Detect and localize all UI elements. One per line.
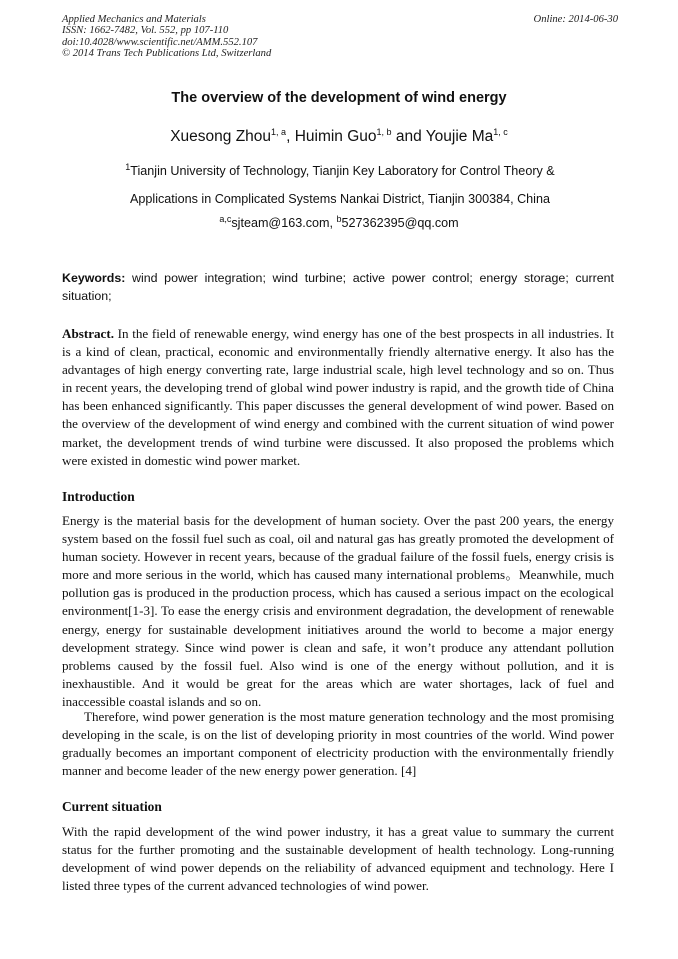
abstract-text: In the field of renewable energy, wind energy has one of the best prospects in all industries. It is a kind of clean, practical, economic and environmentally friendly alternative energy. It also has the advantages of high energy converting rate, large industrial scale, high level technology and so on. Thus in recent years, the developing trend of global wind power industry is rapid, and the growth tide of China has been enhanced significantly. This paper discusses the general development of wind power. Based on the overview of the development of wind energy and combined with the current situation of wind power market, the development trends of wind turbine were discussed. It also proposed the problems which were existed in domestic wind power market.	[62, 326, 614, 468]
author-line	[0, 128, 678, 146]
running-header	[62, 14, 618, 60]
keywords-text: wind power integration; wind turbine; active power control; energy storage; current situation;	[62, 271, 614, 303]
doi-line: doi:10.4028/www.scientific.net/AMM.552.107	[62, 36, 258, 48]
email-line	[0, 213, 678, 230]
author-separator: ,	[286, 128, 295, 145]
introduction-paragraph-1: Energy is the material basis for the development of human society. Over the past 200 years, the energy system based on the fossil fuel such as coal, oil and natural gas has greatly promoted the development of human society. However in recent years, because of the gradual failure of the fossil fuels, energy crisis is more and more serious in the world, which has caused many international problems。Meanwhile, much pollution gas is produced in the production process, which has caused a serious impact on the ecological environment[1-3]. To ease the energy crisis and environment degradation, the development of renewable energy, energy for sustainable development initiatives around the world to become a major energy development strategy. Since wind power is clean and safe, it won’t produce any attendant pollution problems caused by the fossil fuel. Also wind is one of the energy without pollution, and it is inexhaustible. And it would be great for the areas which are water shortages, lack of fuel and inaccessible coastal islands and so on.	[62, 513, 614, 709]
author-name: Xuesong Zhou	[170, 128, 272, 145]
affiliation-mark: 1	[125, 161, 131, 172]
author-name: Youjie Ma	[425, 128, 494, 145]
author-affil-mark: 1, c	[493, 126, 508, 137]
copyright-line: © 2014 Trans Tech Publications Ltd, Switzerland	[62, 48, 272, 60]
affiliation-text: Tianjin University of Technology, Tianjin Key Laboratory for Control Theory &	[130, 164, 555, 178]
affiliation-line-1	[0, 161, 678, 178]
email-address[interactable]: 527362395@qq.com	[341, 216, 459, 230]
section-heading-introduction: Introduction	[62, 489, 135, 504]
online-date: Online: 2014-06-30	[533, 14, 618, 25]
issn-line: ISSN: 1662-7482, Vol. 552, pp 107-110	[62, 25, 229, 37]
email-address[interactable]: sjteam@163.com,	[231, 216, 334, 230]
section-heading-current-situation: Current situation	[62, 799, 162, 814]
affiliation-line-2: Applications in Complicated Systems Nankai District, Tianjin 300384, China	[130, 192, 550, 206]
author-name: Huimin Guo	[294, 128, 377, 145]
paper-title: The overview of the development of wind energy	[171, 90, 507, 106]
abstract-label: Abstract.	[62, 326, 114, 341]
introduction-paragraph-2: Therefore, wind power generation is the most mature generation technology and the most promising developing in the scale, is on the list of developing priority in most countries of the world. Wind power gradually becomes an important component of electricity production with the environmentally friendly manner and become leader of the new energy power generation. [4]	[62, 709, 614, 779]
email-mark: a,c	[219, 213, 232, 224]
keywords-label: Keywords:	[62, 271, 126, 285]
abstract	[62, 325, 614, 470]
author-separator: and	[391, 128, 426, 145]
author-affil-mark: 1, a	[271, 126, 287, 137]
keywords	[62, 269, 614, 305]
journal-name: Applied Mechanics and Materials	[62, 14, 206, 25]
current-situation-paragraph-1: With the rapid development of the wind power industry, it has a great value to summary the current status for the further promoting and the sustainable development of health technology. Long-running development of wind power depends on the reliability of advanced equipment and technology. Here I listed three types of the current advanced technologies of wind power.	[62, 824, 614, 894]
author-affil-mark: 1, b	[376, 126, 392, 137]
email-mark: b	[336, 213, 342, 224]
